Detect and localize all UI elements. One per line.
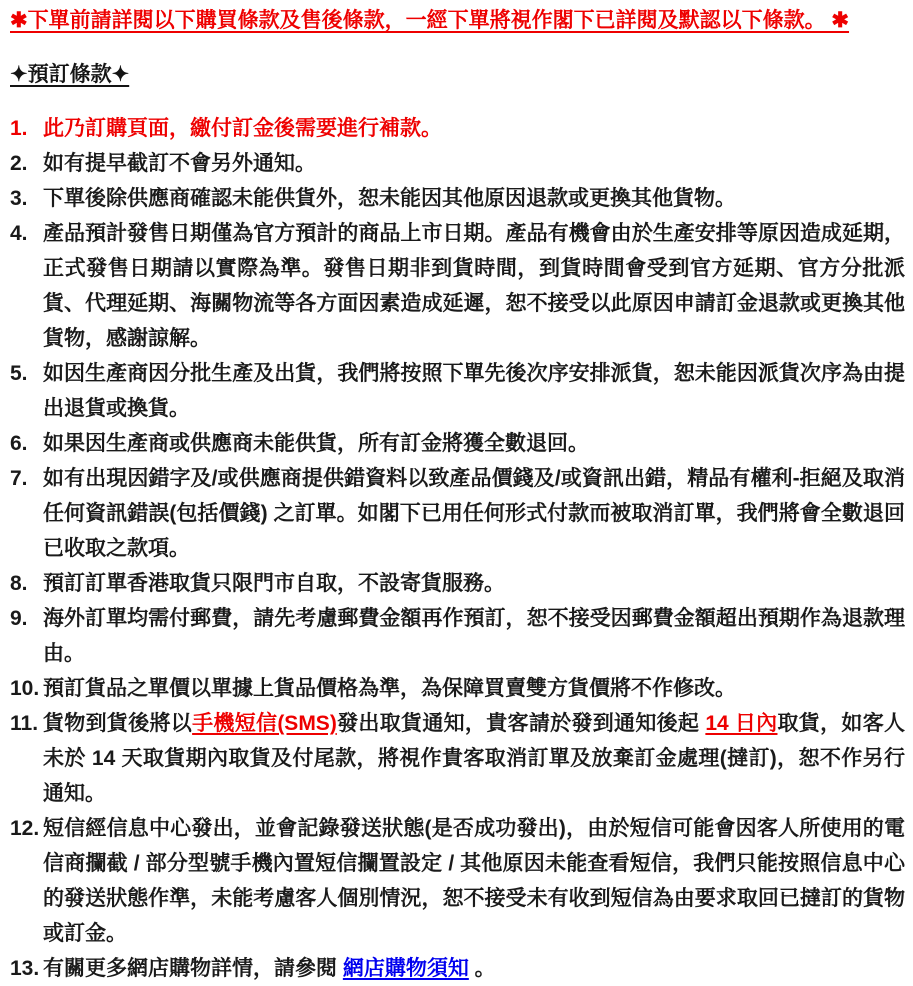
sms-emphasis: 手機短信(SMS) — [192, 712, 337, 735]
item-number: 2. — [10, 152, 28, 175]
term-item-3 — [10, 181, 905, 216]
item-number: 8. — [10, 572, 28, 595]
term-text: 如果因生產商或供應商未能供貨，所有訂金將獲全數退回。 — [43, 432, 589, 455]
item-number: 13. — [10, 957, 40, 980]
term-text: 發出取貨通知，貴客請於發到通知後起 — [336, 712, 706, 735]
item-number: 3. — [10, 187, 28, 210]
term-item-7 — [10, 461, 905, 566]
term-item-12 — [10, 811, 905, 951]
term-item-6 — [10, 426, 905, 461]
term-text: 。 — [468, 957, 496, 980]
term-item-10 — [10, 671, 905, 706]
term-text: 如有提早截訂不會另外通知。 — [43, 152, 316, 175]
term-text: 短信經信息中心發出，並會記錄發送狀態(是否成功發出)，由於短信可能會因客人所使用的電信商攔截 / 部分型號手機內置短信攔置設定 / 其他原因未能查看短信，我們只能按照信息中心的發送狀態作準，未能考慮客人個別情況，恕不接受未有收到短信為由要求取回已撻訂的貨物或訂金。 — [43, 817, 905, 945]
item-number: 11. — [10, 712, 39, 735]
item-number: 5. — [10, 362, 28, 385]
pre-order-warning-banner: ✱下單前請詳閱以下購買條款及售後條款，一經下單將視作閣下已詳閱及默認以下條款。 ✱ — [10, 9, 850, 32]
item-number: 7. — [10, 467, 28, 490]
term-text: 海外訂單均需付郵費，請先考慮郵費金額再作預訂，恕不接受因郵費金額超出預期作為退款理由。 — [43, 607, 905, 665]
terms-list — [10, 111, 905, 986]
section-heading-preorder-terms: ✦預訂條款✦ — [10, 63, 130, 86]
term-text: 預訂訂單香港取貨只限門市自取，不設寄貨服務。 — [43, 572, 505, 595]
term-text-deposit-notice: 此乃訂購頁面，繳付訂金後需要進行補款。 — [43, 117, 442, 140]
term-item-4 — [10, 216, 905, 356]
store-shopping-notice-link[interactable]: 網店購物須知 — [342, 957, 469, 980]
term-text: 取貨，如客人未於 14 天取貨期內取貨及付尾款，將視作貴客取消訂單及放棄訂金處理(撻訂)，恕不作另行通知。 — [43, 712, 905, 805]
term-text: 產品預計發售日期僅為官方預計的商品上市日期。產品有機會由於生產安排等原因造成延期，正式發售日期請以實際為準。發售日期非到貨時間，到貨時間會受到官方延期、官方分批派貨、代理延期、海關物流等各方面因素造成延遲，恕不接受以此原因申請訂金退款或更換其他貨物，感謝諒解。 — [43, 222, 905, 350]
term-item-13 — [10, 951, 905, 986]
term-item-8 — [10, 566, 905, 601]
term-text: 有關更多網店購物詳情，請參閱 — [43, 957, 343, 980]
term-item-11 — [10, 706, 905, 811]
term-item-5 — [10, 356, 905, 426]
term-text: 貨物到貨後將以 — [43, 712, 193, 735]
term-text: 下單後除供應商確認未能供貨外，恕未能因其他原因退款或更換其他貨物。 — [43, 187, 736, 210]
term-text: 預訂貨品之單價以單據上貨品價格為準，為保障買賣雙方貨價將不作修改。 — [43, 677, 736, 700]
item-number: 6. — [10, 432, 28, 455]
item-number: 9. — [10, 607, 28, 630]
item-number: 4. — [10, 222, 28, 245]
term-text: 如因生產商因分批生產及出貨，我們將按照下單先後次序安排派貨，恕未能因派貨次序為由提出退貨或換貨。 — [43, 362, 905, 420]
term-item-1 — [10, 111, 905, 146]
item-number: 12. — [10, 817, 40, 840]
term-item-2 — [10, 146, 905, 181]
item-number: 1. — [10, 117, 28, 140]
term-text: 如有出現因錯字及/或供應商提供錯資料以致產品價錢及/或資訊出錯，精品有權利-拒絕及取消任何資訊錯誤(包括價錢) 之訂單。如閣下已用任何形式付款而被取消訂單，我們將會全數退回已收取之款項。 — [43, 467, 905, 560]
pickup-deadline-emphasis: 14 日內 — [705, 712, 778, 735]
term-item-9 — [10, 601, 905, 671]
item-number: 10. — [10, 677, 40, 700]
